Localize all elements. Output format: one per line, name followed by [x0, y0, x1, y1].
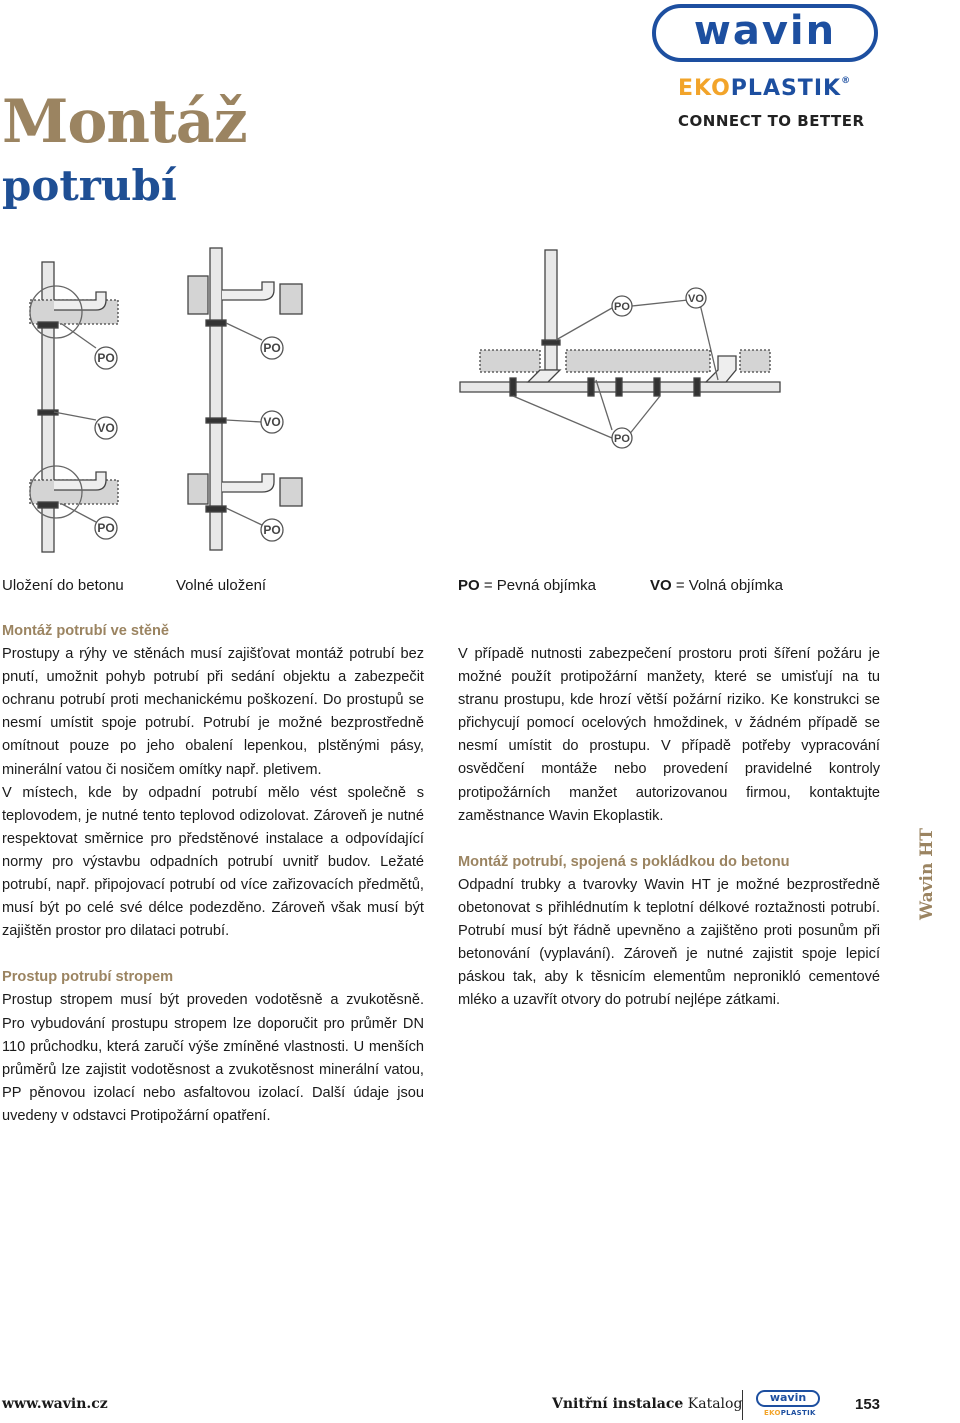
drawing-embedded-in-concrete: [30, 262, 118, 552]
marker-vo-3: VO: [688, 293, 704, 305]
drawing-ceiling-passage: [460, 250, 780, 438]
drawing-free-mounting: [188, 248, 302, 550]
ceiling-paragraph: Prostup stropem musí být proveden vodotěsně a zvukotěsně. Pro vybudování prostupu stropem lze doporučit pro průměr DN 110 průchodku, která zaručí výše zmíněné vlastnosti. U menších průměrů lze zajistit vodotěsnost a zvukotěsnost minerální vatou, PP pěnovou izolací nebo asfaltovou izolací. Další údaje jsou uvedeny v odstavci Protipožární opatření.: [2, 992, 424, 1124]
footer-divider: [742, 1390, 743, 1420]
section-heading-wall: Montáž potrubí ve stěně: [2, 623, 170, 639]
footer-url[interactable]: www.wavin.cz: [2, 1396, 108, 1412]
wall-paragraph-2: V místech, kde by odpadní potrubí mělo vést společně s teplovodem, je nutné tento teplovod odizolovat. Zároveň je nutné respektovat směrnice pro předstěnové instalace a odpovídající normy pro výstavbu odpadních potrubí uvnitř budov. Ležaté potrubí, např. připojovací potrubí od více zařizovacích předmětů, musí být po celé své délce podezděno. Zároveň však musí být zajištěn prostor pro dilataci potrubí.: [2, 784, 424, 940]
page-subtitle: potrubí: [2, 161, 177, 210]
page-title: Montáž: [2, 87, 247, 157]
concrete-paragraph: Odpadní trubky a tvarovky Wavin HT je možné bezprostředně obetonovat s přihlédnutím k teplotní délkové roztažnosti potrubí. Potrubí musí být řádně upevněno a zajištěno proti posunům při betonování (vyplavání). Zároveň je nutné zajistit spoje lepicí páskou tak, aby k těsnicím elementům nepronikló cementové mléko a uzavřít otvory do potrubí nejlépe zátkami.: [458, 876, 880, 1009]
caption-free: Volné uložení: [176, 577, 267, 594]
logo-wordmark: wavin: [693, 8, 837, 54]
section-heading-ceiling: Prostup potrubí stropem: [2, 969, 174, 986]
caption-concrete: Uložení do betonu: [2, 577, 124, 594]
wavin-ekoplastik-logo: [652, 4, 882, 134]
side-tab-wavin-ht: [912, 828, 960, 926]
marker-po-6: PO: [614, 433, 630, 445]
logo-tagline: CONNECT TO BETTER: [678, 112, 865, 130]
left-column: [2, 620, 424, 1128]
fire-paragraph: V případě nutnosti zabezpečení prostoru proti šíření požáru je možné použít protipožární manžety, které se umisťují na tu stranu prostupu, kde hrozí větší požární riziko. Ke konstrukci se přichycují pomocí ocelových hmoždinek, v žádném případě se nesmí umístit do prostupu. V případě potřeby vypracování osvědčení montáže nebo provedení pravidelné kontroly protipožárních manžet autorizovanou firmou, kontaktujte zaměstnance Wavin Ekoplastik.: [458, 646, 880, 824]
footer-catalog: Vnitřní instalace Katalog: [552, 1396, 743, 1412]
marker-po-4: PO: [263, 523, 281, 537]
caption-vo-legend: VO = Volná objímka: [650, 577, 784, 594]
section-heading-concrete: Montáž potrubí, spojená s pokládkou do betonu: [458, 853, 790, 870]
caption-po-legend: PO = Pevná objímka: [458, 577, 597, 594]
right-column: [458, 643, 880, 1012]
marker-po-3: PO: [263, 341, 281, 355]
logo-ekoplastik: EKOPLASTIK®: [678, 76, 852, 101]
side-tab-label: Wavin HT: [917, 828, 937, 920]
marker-vo-1: VO: [97, 421, 115, 435]
marker-po-5: PO: [614, 301, 630, 313]
marker-po-2: PO: [97, 521, 115, 535]
footer-logo: wavin EKOPLASTIK: [756, 1390, 822, 1420]
page-number: 153: [855, 1396, 881, 1413]
marker-vo-2: VO: [263, 415, 281, 429]
marker-po-1: PO: [97, 351, 115, 365]
pipe-mounting-drawings: [0, 240, 960, 560]
wall-paragraph-1: Prostupy a rýhy ve stěnách musí zajišťovat montáž potrubí bez pnutí, umožnit pohyb potrubí při sedání objektu a zabezpečit ochranu potrubí proti mechanickému poškození. Do prostupů se nesmí umístit spoje potrubí. Potrubí je možné bezprostředně omítnout pouze po jeho obalení lepenkou, plstěnými pásy, minerální vatou či nosičem omítky např. pletivem.: [2, 646, 424, 778]
